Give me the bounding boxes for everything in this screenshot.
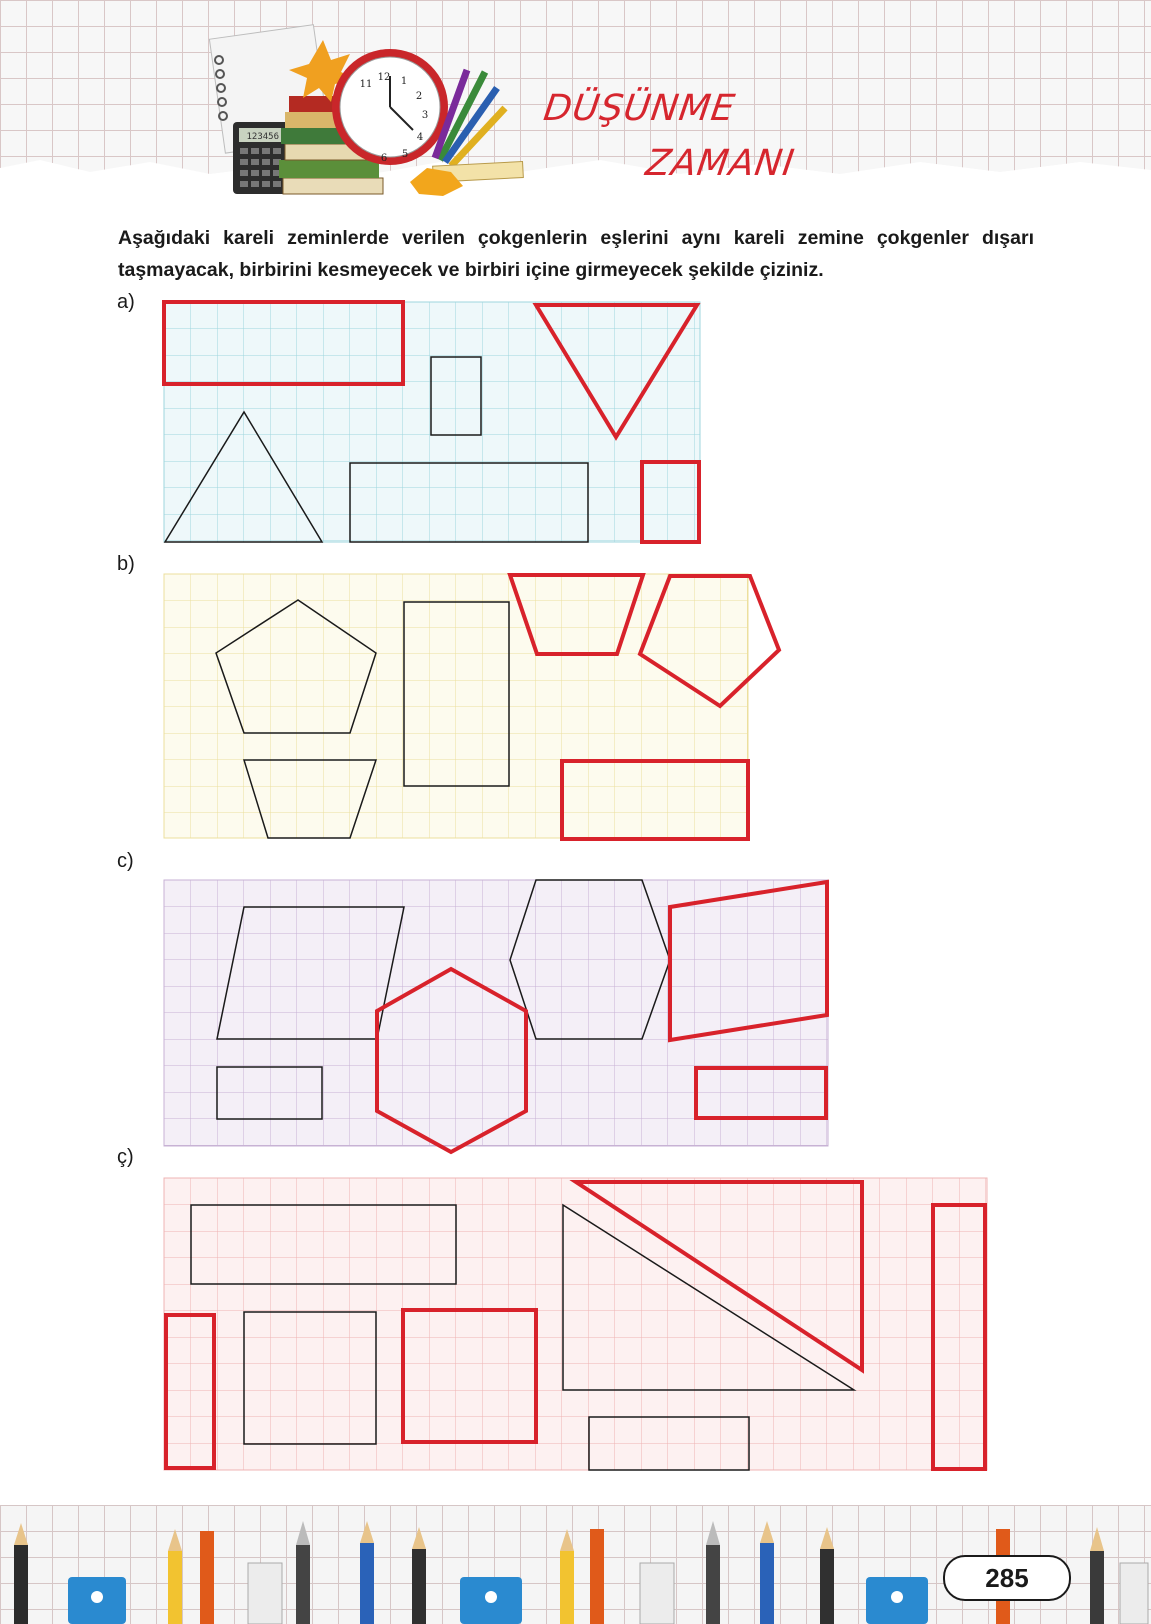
instruction-text: Aşağıdaki kareli zeminlerde verilen çokgenlerin eşlerini aynı kareli zemine çokgenler dışarı taşmayacak, birbirini kesmeyecek ve birbiri içine girmeyecek şekilde çiziniz. — [118, 227, 1034, 281]
part-label-cc: ç) — [117, 1146, 134, 1168]
svg-text:6: 6 — [380, 153, 388, 164]
page-number: 285 — [985, 1562, 1029, 1593]
grid-a-lines — [164, 302, 700, 542]
pen-icon — [590, 1529, 604, 1624]
pen-icon — [200, 1531, 214, 1624]
calculator-display-text: 123456 — [246, 132, 279, 142]
pencil-icon — [412, 1527, 426, 1624]
svg-text:2: 2 — [415, 91, 423, 102]
title-line-2: ZAMANI — [643, 143, 798, 184]
svg-text:11: 11 — [359, 79, 373, 90]
svg-text:12: 12 — [377, 72, 391, 83]
ruler-icon — [640, 1563, 674, 1624]
pen-icon — [706, 1521, 720, 1624]
svg-text:1: 1 — [400, 76, 408, 87]
pen-icon — [296, 1521, 310, 1624]
title-line-1: DÜŞÜNME — [541, 88, 738, 129]
part-label-b: b) — [117, 553, 135, 575]
pencil-icon — [360, 1521, 374, 1624]
part-label-c: c) — [117, 850, 134, 872]
grid-c-lines — [164, 880, 828, 1146]
ruler-icon — [866, 1577, 928, 1624]
grid-c — [164, 880, 828, 1152]
grid-cc — [164, 1178, 987, 1470]
part-label-a: a) — [117, 291, 135, 313]
ruler-icon — [248, 1563, 282, 1624]
page-number-badge — [943, 1555, 1071, 1601]
pencil-icon — [14, 1523, 28, 1624]
ruler-icon — [68, 1577, 126, 1624]
pencil-icon — [168, 1529, 182, 1624]
svg-text:5: 5 — [401, 149, 409, 160]
grid-a — [164, 302, 700, 542]
ruler-icon — [460, 1577, 522, 1624]
pencil-icon — [560, 1529, 574, 1624]
svg-text:4: 4 — [416, 132, 424, 143]
ruler-icon — [1120, 1563, 1148, 1624]
grid-b-lines — [164, 574, 748, 838]
pencil-icon — [1090, 1527, 1104, 1624]
svg-text:3: 3 — [421, 110, 429, 121]
pencil-icon — [820, 1527, 834, 1624]
pencil-icon — [760, 1521, 774, 1624]
grid-b — [164, 574, 779, 839]
